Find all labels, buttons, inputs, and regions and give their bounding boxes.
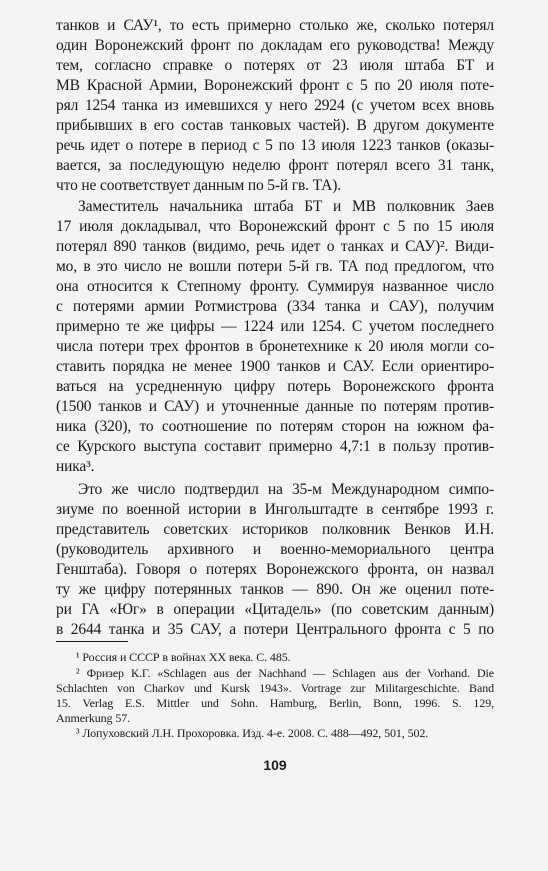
- text-line: се Курского выступа составит примерно 4,7:1 в пользу против-: [56, 438, 494, 455]
- text-line: ри ГА «Юг» в операции «Цитадель» (по советским данным): [56, 601, 494, 618]
- text-line: ту же цифру потерянных танков — 890. Он же оценил поте-: [56, 581, 494, 598]
- text-line: числа потери трех фронтов в бронетехнике к 20 июля могли со-: [56, 338, 494, 355]
- text-line: представитель советских историков полковник Венков И.Н.: [56, 521, 494, 538]
- text-line: в 2644 танка и 35 САУ, а потери Центрального фронта с 5 по: [56, 621, 494, 638]
- page-number: 109: [263, 757, 287, 773]
- text-line: один Воронежский фронт по докладам его руководства! Между: [56, 37, 494, 54]
- text-line: мо, в это число не вошли потери 5-й гв. ТА под предлогом, что: [56, 258, 494, 275]
- text-line: вается, за последующую неделю фронт потерял всего 31 танк,: [56, 157, 494, 174]
- text-line: танков и САУ¹, то есть примерно столько же, сколько потерял: [56, 17, 494, 34]
- text-line: тем, согласно справке о потерях от 23 июля штаба БТ и: [56, 57, 494, 74]
- text-line: она относится к Степному фронту. Суммируя названное число: [56, 278, 494, 295]
- footnote-line: ² Фризер К.Г. «Schlagen aus der Nachhand — Schlagen aus der Vorhand. Die: [76, 666, 494, 680]
- text-line: 17 июля докладывал, что Воронежский фронт с 5 по 15 июля: [56, 218, 494, 235]
- text-line: прибывших в его состав танковых частей). В другом документе: [56, 117, 494, 134]
- text-line: (руководитель архивного и военно-мемориального центра: [56, 541, 494, 558]
- footnote-line: ³ Лопуховский Л.Н. Прохоровка. Изд. 4-е. 2008. С. 488—492, 501, 502.: [76, 726, 429, 740]
- text-line: Генштаба). Говоря о потерях Воронежского фронта, он назвал: [56, 561, 494, 578]
- text-line: Это же число подтвердил на 35-м Международном симпо-: [78, 481, 494, 498]
- text-line: ставить порядка не менее 1900 танков и САУ. Если ориентиро-: [56, 358, 494, 375]
- text-line: речь идет о потере в период с 5 по 13 июля 1223 танков (оказы-: [56, 137, 494, 154]
- footnote-line: ¹ Россия и СССР в войнах XX века. С. 485.: [76, 650, 291, 664]
- text-line: с потерями армии Ротмистрова (334 танка и САУ), получим: [56, 298, 494, 315]
- text-line: ваться на усредненную цифру потерь Воронежского фронта: [56, 378, 494, 395]
- text-line: Заместитель начальника штаба БТ и МВ полковник Заев: [78, 198, 494, 215]
- footnote-separator: [56, 641, 128, 642]
- footnote-line: Anmerkung 57.: [56, 711, 131, 725]
- text-line: примерно те же цифры — 1224 или 1254. С учетом последнего: [56, 318, 494, 335]
- text-line: зиуме по военной истории в Ингольштадте в сентябре 1993 г.: [56, 501, 494, 518]
- text-line: (1500 танков и САУ) и уточненные данные по потерям против-: [56, 398, 494, 415]
- text-line: ника (320), то соотношение по потерям сторон на южном фа-: [56, 418, 494, 435]
- footnote-line: 15. Verlag E.S. Mittler und Sohn. Hamburg, Berlin, Bonn, 1996. S. 129,: [56, 696, 494, 710]
- text-line: рял 1254 танка из имевшихся у него 2924 (с учетом всех вновь: [56, 97, 494, 114]
- text-line: что не соответствует данным по 5-й гв. ТА).: [56, 177, 341, 194]
- footnote-line: Schlachten von Charkov und Kursk 1943». Vortrage zur Militargeschichte. Band: [56, 681, 494, 695]
- text-line: потерял 890 танков (видимо, речь идет о танках и САУ)². Види-: [56, 238, 494, 255]
- text-line: ника³.: [56, 458, 95, 475]
- text-line: МВ Красной Армии, Воронежский фронт с 5 по 20 июля поте-: [56, 77, 494, 94]
